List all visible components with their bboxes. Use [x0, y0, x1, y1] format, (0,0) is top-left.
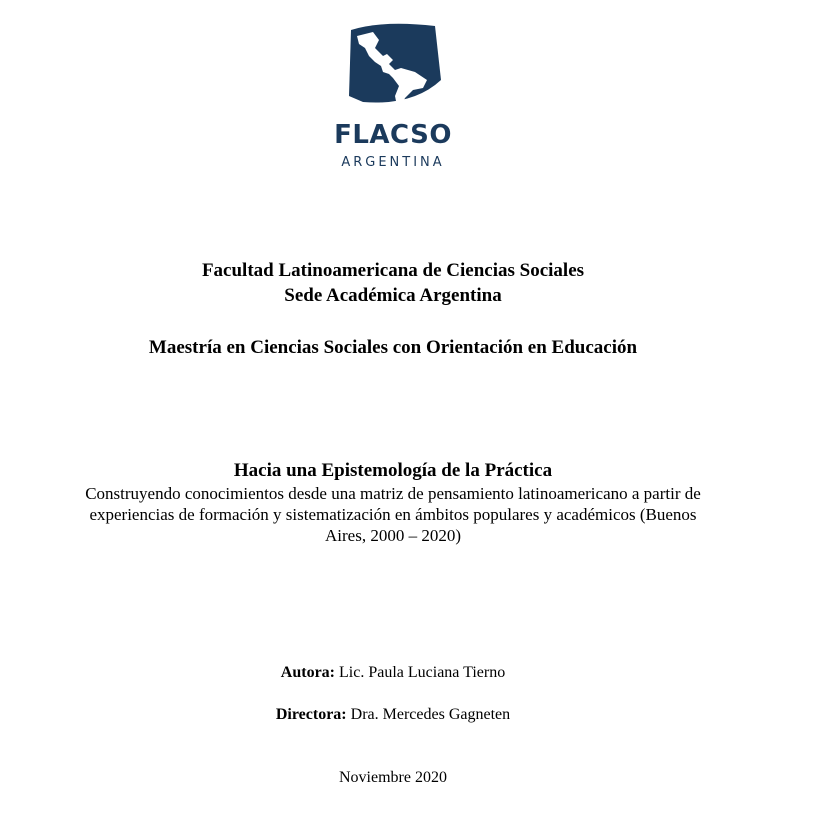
thesis-subtitle-line: Aires, 2000 – 2020) — [325, 526, 461, 545]
submission-date: Noviembre 2020 — [339, 769, 447, 786]
author-name: Lic. Paula Luciana Tierno — [339, 664, 506, 681]
institution-faculty: Facultad Latinoamericana de Ciencias Sociales — [201, 260, 585, 281]
director-label: Directora: — [275, 706, 347, 723]
program-title: Maestría en Ciencias Sociales con Orientación en Educación — [148, 337, 638, 358]
logo-subtitle: ARGENTINA — [341, 155, 445, 170]
author-line — [0, 664, 786, 682]
americas-map-icon — [343, 20, 443, 108]
thesis-subtitle-line: Construyendo conocimientos desde una matriz de pensamiento latinoamericano a partir de — [85, 484, 701, 503]
institution-seat: Sede Académica Argentina — [284, 285, 502, 306]
logo-name: FLACSO — [334, 120, 452, 150]
thesis-title: Hacia una Epistemología de la Práctica — [233, 460, 553, 481]
thesis-subtitle-line: experiencias de formación y sistematización en ámbitos populares y académicos (Buenos — [89, 505, 697, 524]
author-label: Autora: — [280, 664, 336, 681]
director-name: Dra. Mercedes Gagneten — [350, 706, 511, 723]
director-line — [0, 706, 786, 724]
